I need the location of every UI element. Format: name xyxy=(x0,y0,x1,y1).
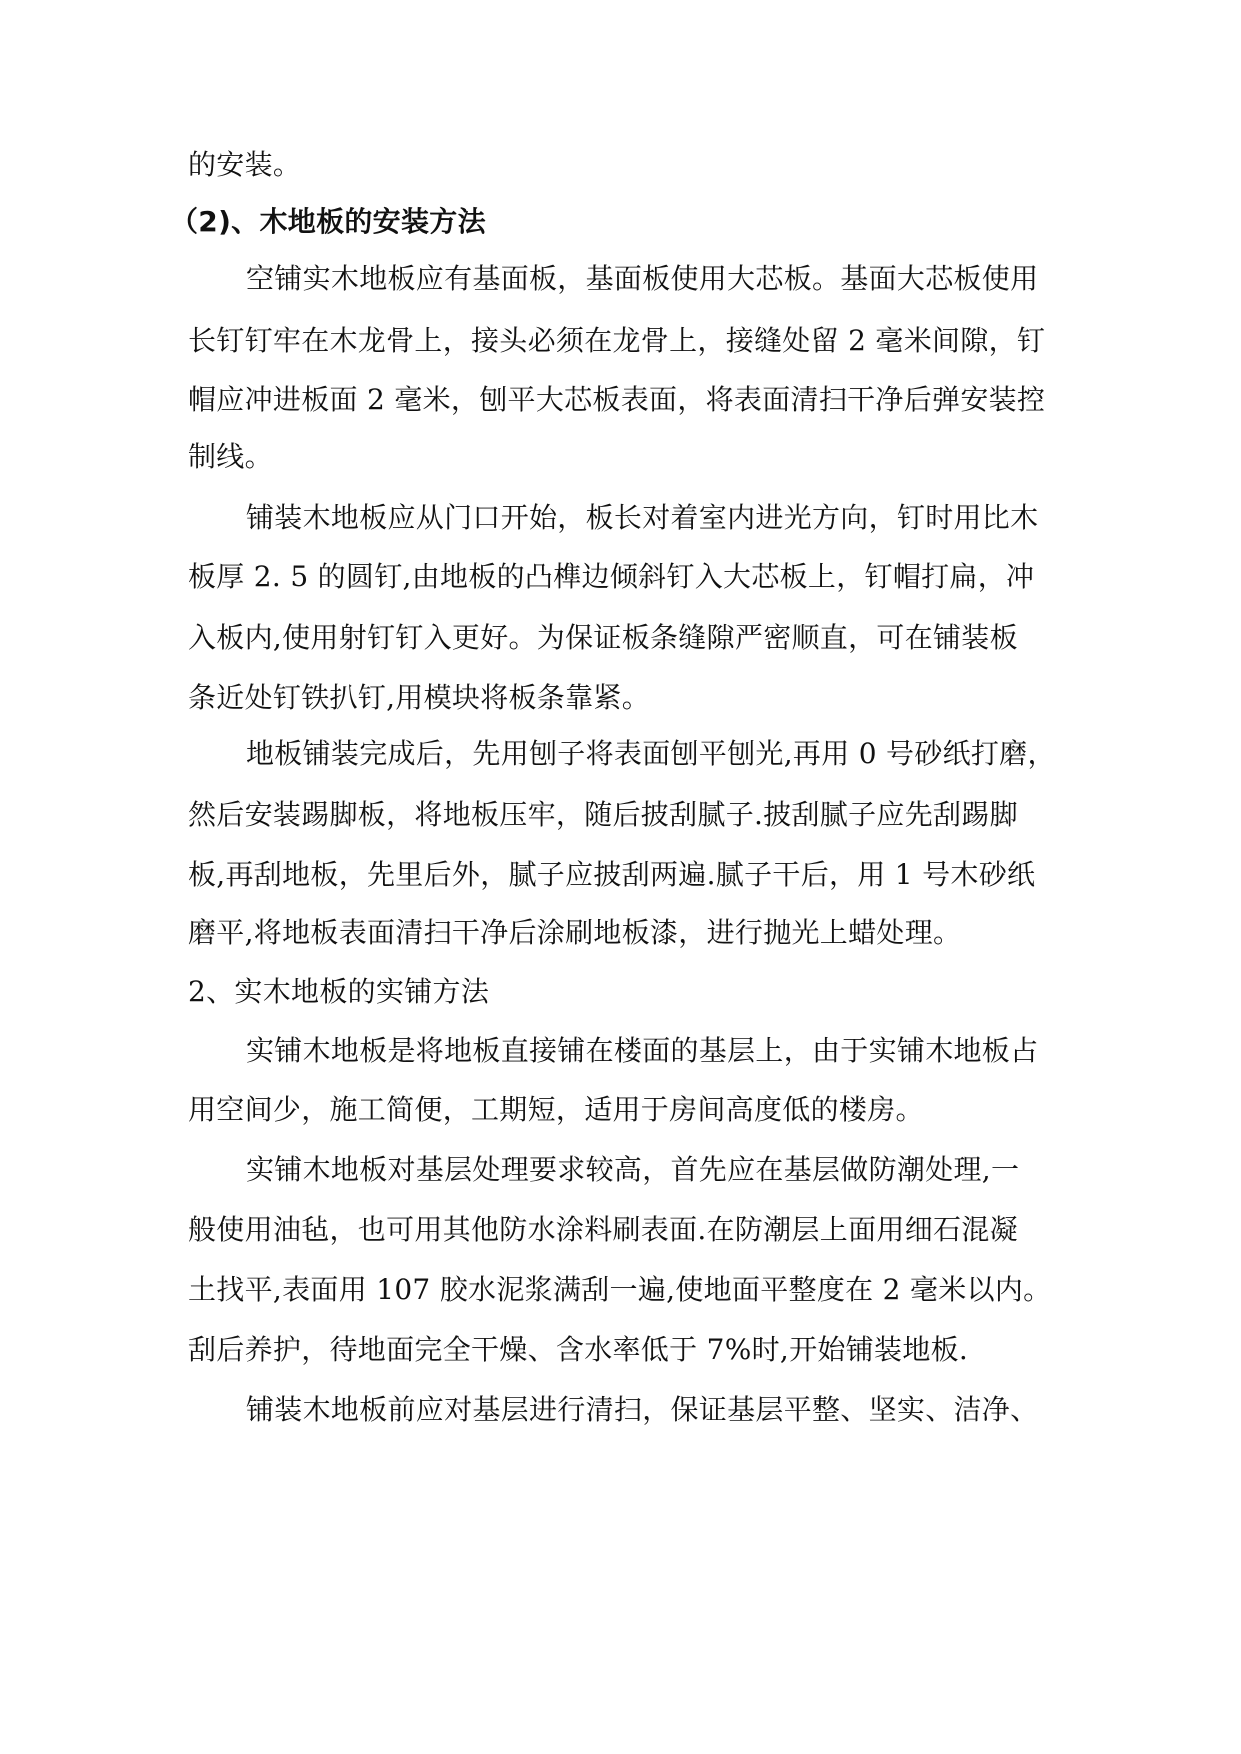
text-line: 土找平,表面用 107 胶水泥浆满刮一遍,使地面平整度在 2 毫米以内。 xyxy=(188,1273,1052,1306)
text-line: 用空间少，施工简便，工期短，适用于房间高度低的楼房。 xyxy=(188,1093,924,1126)
text-line: 的安装。 xyxy=(188,148,302,181)
text-line: 刮后养护，待地面完全干燥、含水率低于 7%时,开始铺装地板. xyxy=(188,1333,969,1366)
text-line: 铺装木地板前应对基层进行清扫，保证基层平整、坚实、洁净、 xyxy=(246,1393,1039,1426)
text-line: 制线。 xyxy=(188,440,273,473)
text-line: 然后安装踢脚板，将地板压牢，随后披刮腻子.披刮腻子应先刮踢脚 xyxy=(188,798,1018,831)
text-line: 实铺木地板对基层处理要求较高，首先应在基层做防潮处理,一 xyxy=(246,1153,1020,1186)
section-heading: （2)、木地板的安装方法 xyxy=(170,205,486,238)
text-line: 磨平,将地板表面清扫干净后涂刷地板漆，进行抛光上蜡处理。 xyxy=(188,916,962,949)
text-line: 铺装木地板应从门口开始，板长对着室内进光方向，钉时用比木 xyxy=(246,501,1039,534)
text-line: 般使用油毡，也可用其他防水涂料刷表面.在防潮层上面用细石混凝 xyxy=(188,1213,1018,1246)
text-line: 地板铺装完成后，先用刨子将表面刨平刨光,再用 0 号砂纸打磨， xyxy=(246,737,1056,770)
text-line: 板,再刮地板，先里后外，腻子应披刮两遍.腻子干后，用 1 号木砂纸 xyxy=(188,858,1036,891)
text-line: 帽应冲进板面 2 毫米，刨平大芯板表面，将表面清扫干净后弹安装控 xyxy=(188,383,1046,416)
text-line: 条近处钉铁扒钉,用模块将板条靠紧。 xyxy=(188,681,651,714)
text-line: 实铺木地板是将地板直接铺在楼面的基层上，由于实铺木地板占 xyxy=(246,1034,1039,1067)
text-line: 长钉钉牢在木龙骨上，接头必须在龙骨上，接缝处留 2 毫米间隙，钉 xyxy=(188,324,1046,357)
text-line: 板厚 2. 5 的圆钉,由地板的凸榫边倾斜钉入大芯板上，钉帽打扁，冲 xyxy=(188,560,1035,593)
text-line: 空铺实木地板应有基面板，基面板使用大芯板。基面大芯板使用 xyxy=(246,262,1039,295)
subsection-heading: 2、实木地板的实铺方法 xyxy=(188,975,490,1008)
text-line: 入板内,使用射钉钉入更好。为保证板条缝隙严密顺直，可在铺装板 xyxy=(188,621,1018,654)
